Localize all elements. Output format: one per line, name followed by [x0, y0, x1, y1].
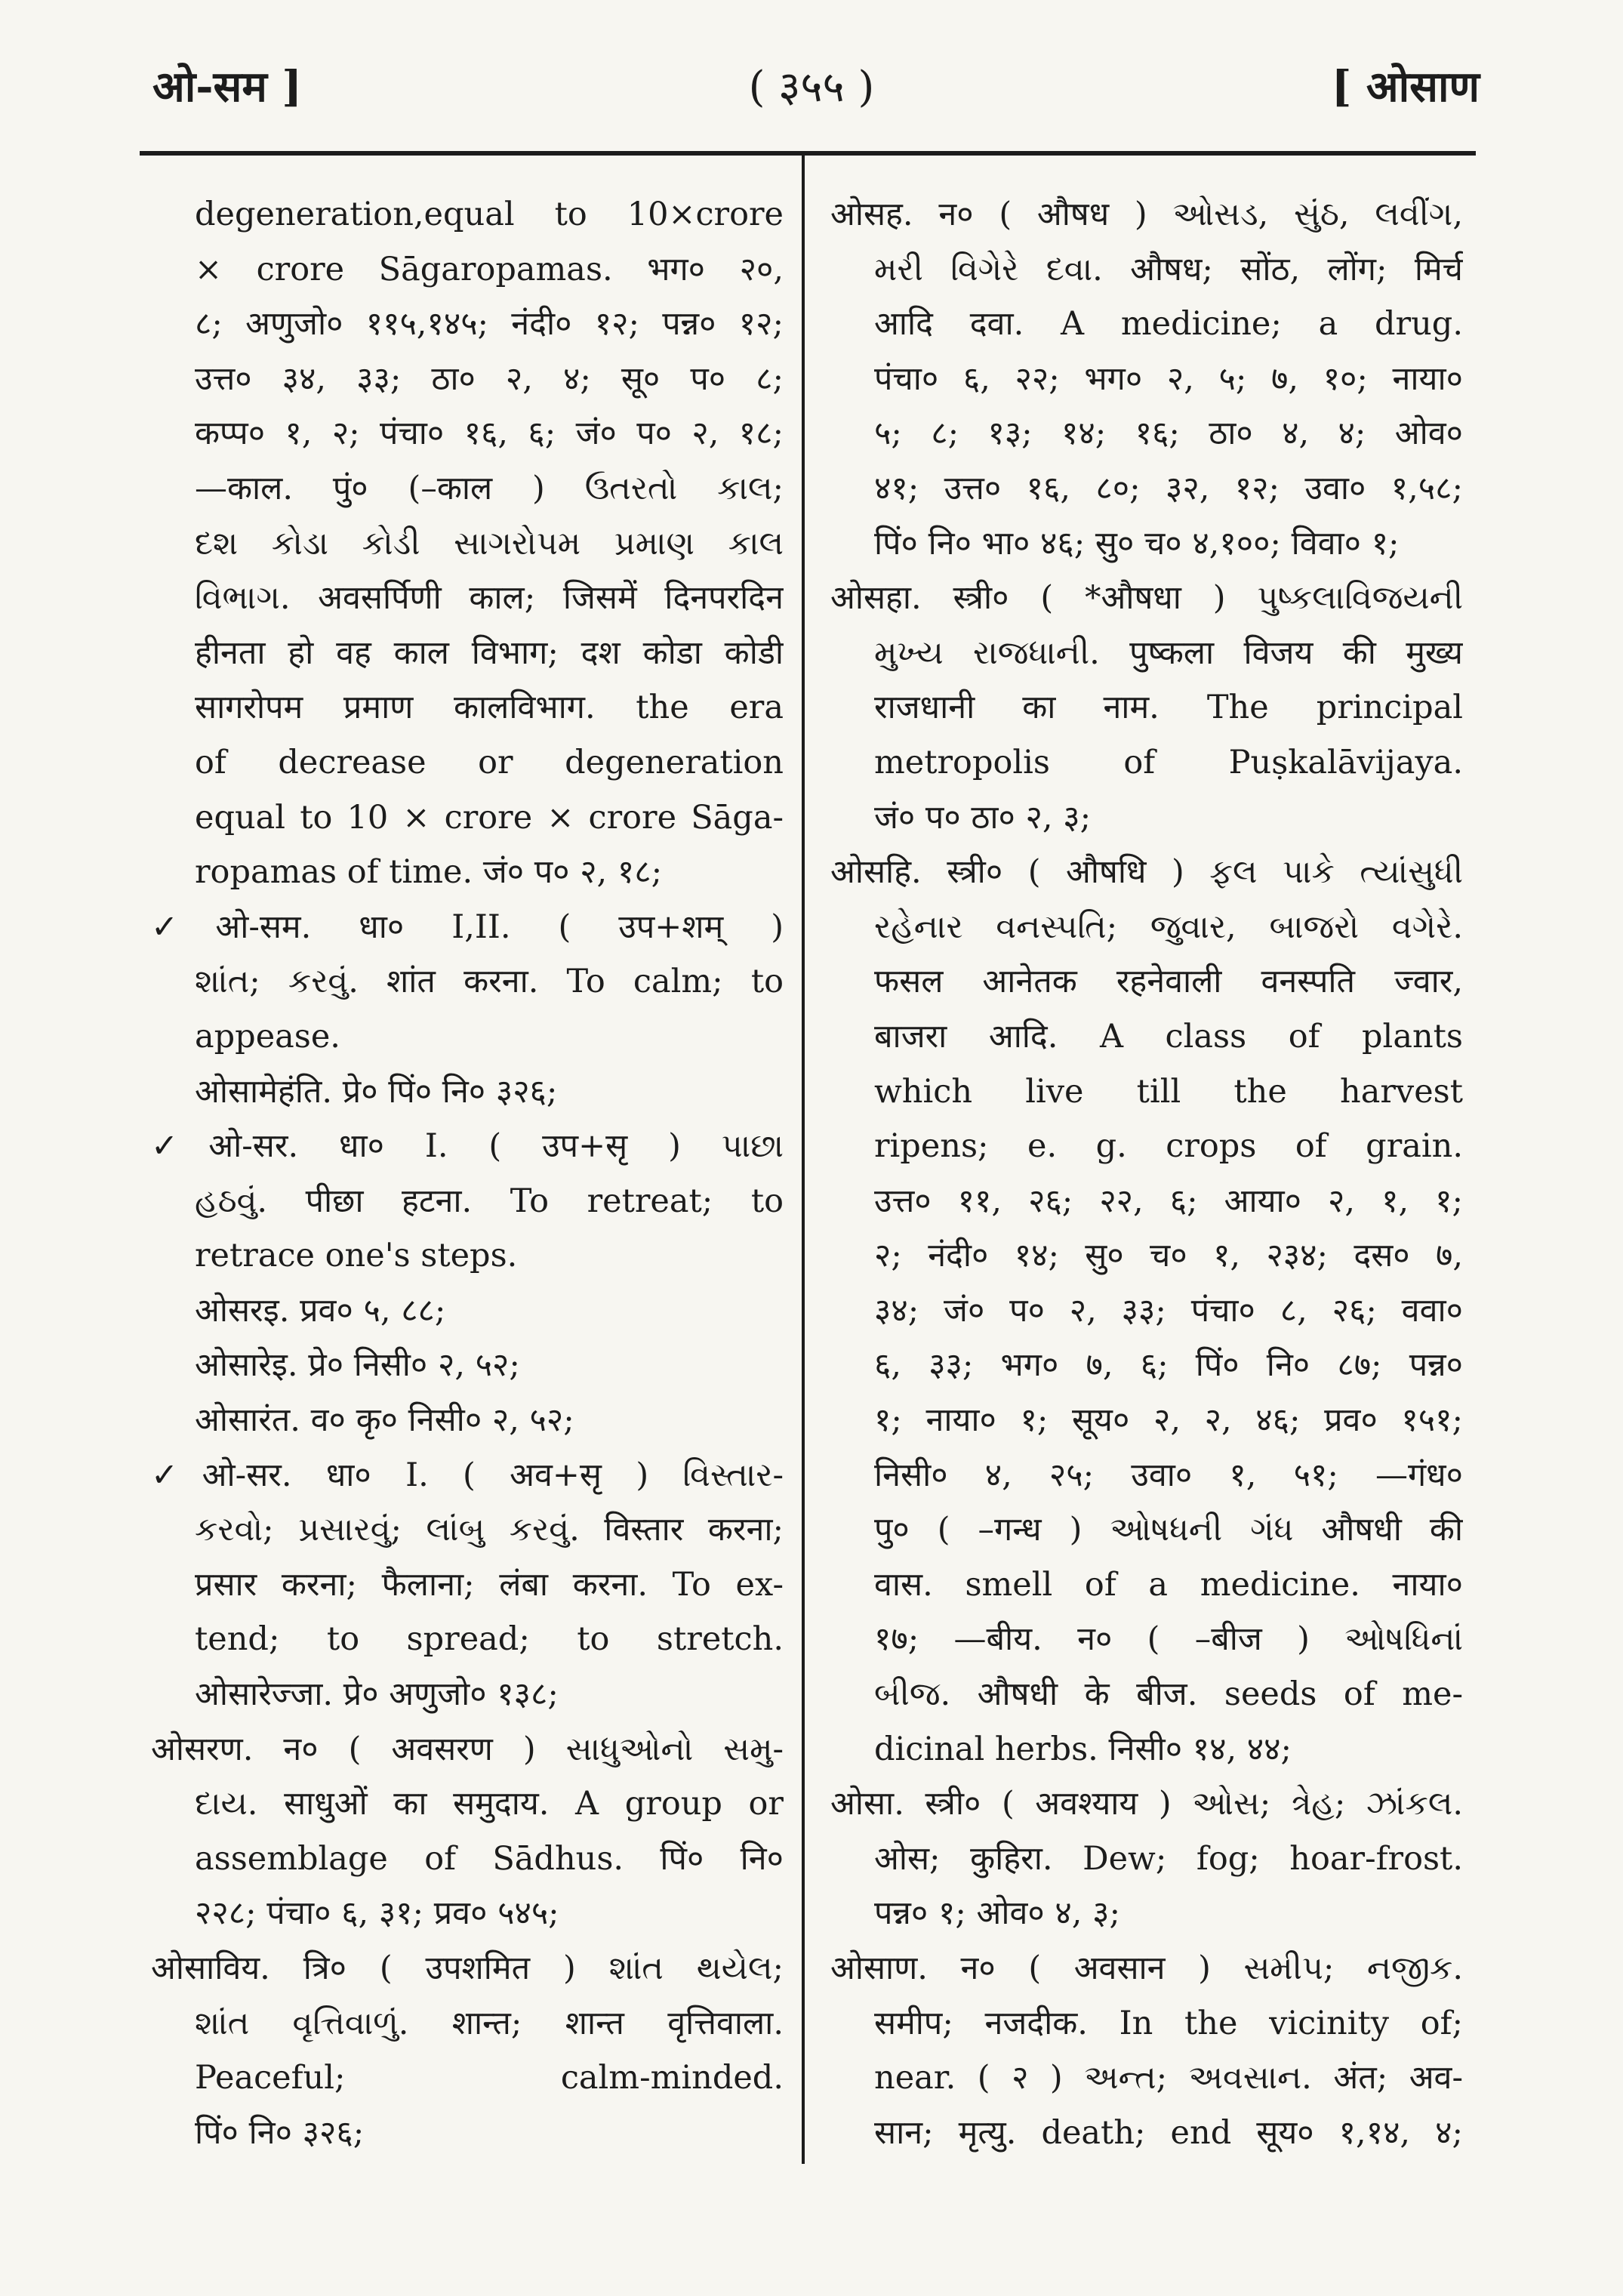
text-line: ओसारेज्जा. प्रे० अणुजो० १३८; [195, 1675, 559, 1714]
text-line: ओसहा. स्त्री० ( *औषधा ) પુષ્કલાવિજયની [830, 579, 1463, 618]
text-line: મુખ્ય રાજધાની. पुष्कला विजय की मुख्य [874, 633, 1463, 672]
text-line: ६, ३३; भग० ७, ६; पिं० नि० ८७; पन्न० [874, 1346, 1463, 1385]
text-line: सान; मृत्यु. death; end सूय० १,१४, ४; [874, 2113, 1463, 2152]
text-line: which live till the harvest [874, 1072, 1463, 1111]
text-line: ओसारेइ. प्रे० निसी० २, ५२; [195, 1346, 520, 1385]
text-line: २२८; पंचा० ६, ३१; प्रव० ५४५; [195, 1894, 559, 1933]
text-line: ओसहि. स्त्री० ( औषधि ) ફલ પાકે ત્યાંસુધી [830, 853, 1463, 892]
text-line: पन्न० १; ओव० ४, ३; [874, 1894, 1120, 1933]
text-line: ४१; उत्त० १६, ८०; ३२, १२; उवा० १,५८; [874, 469, 1463, 507]
text-line: —काल. पुं० (–काल ) ઉતરતો કાલ; [195, 469, 784, 507]
text-line: × crore Sāgaropamas. भग० २०, [195, 250, 784, 288]
text-line: ओसाण. न० ( अवसान ) સમીપ; નજીક. [830, 1949, 1463, 1987]
text-line: ✓ओ-सर. धा० I. ( अव+सृ ) વિસ્તાર- [151, 1456, 784, 1494]
text-line: retrace one's steps. [195, 1237, 518, 1275]
text-line: appease. [195, 1017, 340, 1056]
text-line: ८; अणुजो० ११५,१४५; नंदी० १२; पन्न० १२; [195, 305, 784, 344]
right-column [830, 187, 1463, 2160]
text-line: ओसह. न० ( औषध ) ઓસડ, સુંઠ, લવીંગ, [830, 196, 1463, 233]
text-line: Peaceful; calm-minded. [195, 2059, 784, 2097]
page-number: ( ३५५ ) [748, 63, 875, 112]
text-line: कप्प० १, २; पंचा० १६, ६; जं० प० २, १८; [195, 415, 784, 453]
text-line: મરી વિગેરે દવા. औषध; सोंठ, लोंग; मिर्च [874, 250, 1463, 288]
left-column [151, 187, 784, 2160]
text-line: वास. smell of a medicine. नाया० [874, 1565, 1463, 1604]
text-line: near. ( २ ) અન્ત; અવસાન. अंत; अव- [874, 2059, 1463, 2097]
text-line: ओसरइ. प्रव० ५, ८८; [195, 1291, 446, 1330]
text-line: degeneration,equal to 10×crore [195, 196, 784, 233]
text-line: હઠવું. पीछा हटना. To retreat; to [195, 1182, 784, 1220]
text-line: ओसाविय. त्रि० ( उपशमित ) શાંત થયેલ; [151, 1949, 784, 1987]
text-line: ओस; कुहिरा. Dew; fog; hoar-frost. [874, 1839, 1463, 1878]
text-line: ५; ८; १३; १४; १६; ठा० ४, ४; ओव० [874, 415, 1463, 453]
text-line: बाजरा आदि. A class of plants [874, 1017, 1463, 1056]
text-line: १७; —बीय. न० ( –बीज ) ઓષધિનાં [874, 1620, 1463, 1659]
text-line: ३४; जं० प० २, ३३; पंचा० ८, २६; ववा० [874, 1291, 1463, 1330]
header-left-guideword: ओ-सम ] [152, 62, 302, 112]
text-line: assemblage of Sādhus. पिं० नि० [195, 1839, 784, 1878]
column-divider [802, 156, 805, 2164]
text-line: ripens; e. g. crops of grain. [874, 1127, 1463, 1166]
text-line: पु० ( –गन्ध ) ઓષધની ગંધ औषधी की [874, 1511, 1463, 1549]
text-line: ✓ओ-सम. धा० I,II. ( उप+शम् ) [151, 908, 784, 946]
text-line: राजधानी का नाम. The principal [874, 689, 1463, 727]
text-line: पंचा० ६, २२; भग० २, ५; ७, १०; नाया० [874, 359, 1463, 398]
text-line: निसी० ४, २५; उवा० १, ५१; —गंध० [874, 1456, 1463, 1494]
text-line: of decrease or degeneration [195, 743, 784, 781]
text-line: समीप; नजदीक. In the vicinity of; [874, 2004, 1463, 2042]
text-line: દશ કોડા કોડી સાગરોપમ પ્રમાણ કાલ [195, 524, 784, 562]
text-line: उत्त० ३४, ३३; ठा० २, ४; सू० प० ८; [195, 359, 784, 398]
text-line: १; नाया० १; सूय० २, २, ४६; प्रव० १५१; [874, 1401, 1463, 1440]
text-line: કરવો; પ્રસારવું; લાંબુ કરવું. विस्तार करना; [195, 1511, 784, 1549]
header-right-guideword: [ ओसाण [1331, 62, 1480, 112]
text-line: શાંત વૃત્તિવાળું. शान्त; शान्त वृत्तिवाला. [195, 2004, 784, 2042]
text-line: २; नंदी० १४; सु० च० १, २३४; दस० ७, [874, 1237, 1463, 1275]
text-line: વિભાગ. अवसर्पिणी काल; जिसमें दिनपरदिन [195, 579, 784, 618]
text-line: ओसामेहंति. प्रे० पिं० नि० ३२६; [195, 1072, 558, 1111]
text-line: ropamas of time. जं० प० २, १८; [195, 853, 663, 892]
text-line: उत्त० ११, २६; २२, ६; आया० २, १, १; [874, 1182, 1463, 1220]
text-line: पिं० नि० ३२६; [195, 2113, 365, 2152]
header-rule [140, 151, 1476, 156]
text-line: ✓ओ-सर. धा० I. ( उप+सृ ) પાછા [151, 1127, 784, 1166]
text-line: equal to 10 × crore × crore Sāga- [195, 798, 784, 837]
text-line: tend; to spread; to stretch. [195, 1620, 784, 1659]
text-line: सागरोपम प्रमाण कालविभाग. the era [195, 689, 784, 727]
page-header [143, 42, 1480, 125]
text-line: metropolis of Puṣkalāvijaya. [874, 743, 1463, 781]
text-line: जं० प० ठा० २, ३; [874, 798, 1092, 837]
text-line: ओसा. स्त्री० ( अवश्याय ) ઓસ; ત્રેહ; ઝાંકલ. [830, 1785, 1463, 1823]
text-line: प्रसार करना; फैलाना; लंबा करना. To ex- [195, 1565, 784, 1604]
text-line: आदि दवा. A medicine; a drug. [874, 305, 1463, 344]
text-line: फसल आनेतक रहनेवाली वनस्पति ज्वार, [874, 963, 1463, 1001]
text-line: dicinal herbs. निसी० १४, ४४; [874, 1730, 1292, 1768]
text-line: બીજ. औषधी के बीज. seeds of me- [874, 1675, 1463, 1714]
text-line: ओसारंत. व० कृ० निसी० २, ५२; [195, 1401, 574, 1440]
text-line: ओसरण. न० ( अवसरण ) સાધુઓનો સમુ- [151, 1730, 784, 1768]
text-line: हीनता हो वह काल विभाग; दश कोडा कोडी [195, 633, 784, 672]
text-line: पिं० नि० भा० ४६; सु० च० ४,१००; विवा० १; [874, 524, 1400, 562]
text-line: શાંત; કરવું. शांत करना. To calm; to [195, 963, 784, 1001]
text-line: દાય. साधुओं का समुदाय. A group or [195, 1785, 784, 1823]
text-line: રહેનાર વનસ્પતિ; જુવાર, બાજરો વગેરે. [874, 908, 1463, 946]
